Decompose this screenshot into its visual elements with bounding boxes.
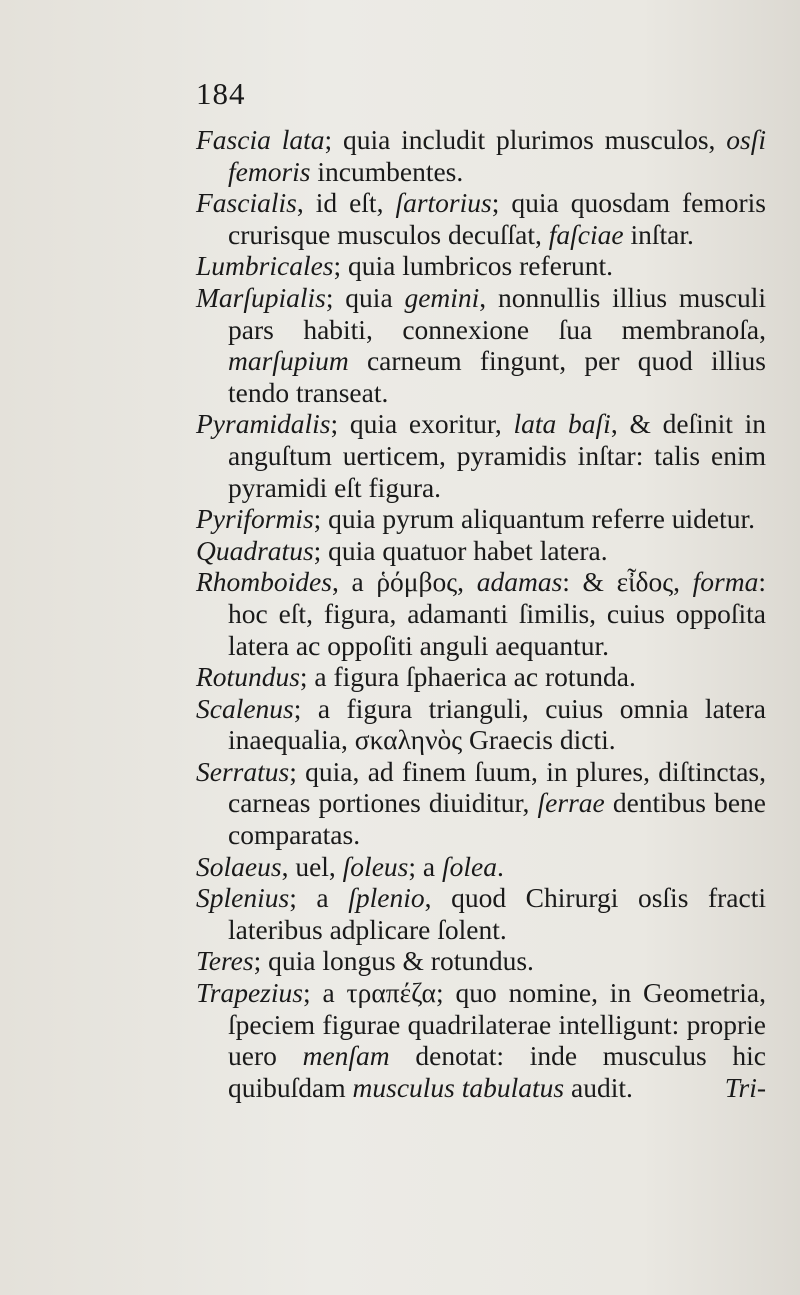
entry-term: Serratus	[196, 755, 290, 787]
entry-text: , quod Chirurgi osſis fracti lateribus adplicare ſolent.	[228, 882, 766, 945]
catchword: Tri-	[724, 1071, 766, 1103]
entry-italic-text: musculus tabulatus	[352, 1071, 565, 1103]
entry-text: inſtar.	[623, 218, 694, 250]
entry-italic-text: menſam	[302, 1040, 390, 1072]
entry-text: ; quia lumbricos referunt.	[333, 250, 613, 282]
glossary-entry	[196, 756, 766, 851]
glossary-entry	[196, 187, 766, 250]
entry-term: Lumbricales	[196, 250, 334, 282]
entry-text: : hoc eſt, figura, adamanti ſimilis, cuius oppoſita latera ac oppoſiti anguli aequantur.	[228, 566, 766, 661]
glossary-entries	[196, 124, 766, 1103]
glossary-entry	[196, 882, 766, 945]
entry-text: incumbentes.	[310, 155, 464, 187]
glossary-entry	[196, 282, 766, 408]
entry-text: , nonnullis illius musculi pars habiti, connexione ſua membranoſa,	[228, 281, 766, 345]
entry-text: audit.	[564, 1071, 633, 1103]
entry-term: Fascialis	[196, 187, 297, 219]
entry-italic-text: ſerrae	[537, 787, 605, 819]
entry-text: ; quia pyrum aliquantum referre uidetur.	[313, 503, 756, 535]
entry-text: denotat: inde musculus hic quibuſdam	[228, 1040, 766, 1103]
entry-italic-text: ſplenio	[348, 882, 425, 914]
entry-text: ; quia quosdam femoris crurisque musculos decuſſat,	[228, 187, 766, 250]
entry-term: Pyramidalis	[196, 408, 331, 440]
entry-text: ; a figura ſphaerica ac rotunda.	[299, 661, 636, 693]
entry-term: Solaeus	[196, 850, 282, 882]
entry-italic-text: lata baſi	[513, 408, 611, 440]
entry-italic-text: ſolea	[441, 850, 497, 882]
entry-term: Fascia lata	[196, 124, 325, 155]
entry-text: ; quia exoritur,	[330, 408, 514, 440]
entry-text: ; quia, ad finem ſuum, in plures, diſtinctas, carneas portiones diuiditur,	[228, 755, 766, 819]
entry-term: Teres	[196, 945, 254, 977]
entry-term: Rotundus	[196, 661, 300, 693]
glossary-entry	[196, 977, 766, 1103]
entry-italic-text: osſi femoris	[228, 124, 766, 187]
entry-text: ; quia quatuor habet latera.	[313, 534, 608, 566]
glossary-entry	[196, 408, 766, 503]
entry-term: Trapezius	[196, 977, 303, 1009]
entry-text: ; quia	[325, 281, 405, 313]
entry-term: Marſupialis	[196, 281, 326, 313]
entry-term: Splenius	[196, 882, 290, 914]
entry-text: , a ῥόμβος,	[331, 566, 477, 598]
entry-term: Pyriformis	[196, 503, 314, 535]
glossary-entry	[196, 661, 766, 693]
glossary-entry	[196, 503, 766, 535]
glossary-entry	[196, 124, 766, 187]
entry-text: carneum fingunt, per quod illius tendo transeat.	[228, 345, 766, 408]
entry-text: , & deſinit in anguſtum uerticem, pyramidis inſtar: talis enim pyramidi eſt figura.	[228, 408, 766, 503]
entry-text: , uel,	[281, 850, 343, 882]
glossary-entry	[196, 250, 766, 282]
glossary-entry	[196, 566, 766, 661]
entry-text: ; a figura trianguli, cuius omnia latera inaequalia, σκαληνὸς Graecis dicti.	[228, 692, 766, 756]
entry-italic-text: marſupium	[228, 345, 349, 377]
entry-text: ; a τραπέζα; quo nomine, in Geometria, ſpeciem figurae quadrilaterae intelligunt: proprie uero	[228, 977, 766, 1072]
entry-italic-text: gemini	[404, 281, 480, 313]
entry-text: dentibus bene comparatas.	[228, 787, 766, 851]
entry-text: .	[496, 850, 504, 882]
entry-italic-text: ſartorius	[395, 187, 492, 219]
entry-term: Quadratus	[196, 534, 314, 566]
entry-italic-text: forma	[692, 566, 759, 598]
glossary-entry	[196, 851, 766, 883]
glossary-entry	[196, 693, 766, 756]
entry-italic-text: ſoleus	[342, 850, 409, 882]
entry-italic-text: faſciae	[548, 218, 624, 250]
entry-text: : & εἶδος,	[562, 566, 693, 598]
entry-text: ; a	[408, 850, 442, 882]
entry-italic-text: adamas	[476, 566, 563, 598]
entry-term: Scalenus	[196, 692, 294, 724]
entry-text: ; a	[289, 882, 349, 914]
glossary-entry	[196, 535, 766, 567]
entry-term: Rhomboides	[196, 566, 332, 598]
entry-text: ; quia includit plurimos musculos,	[324, 124, 727, 155]
page-number: 184	[196, 76, 246, 111]
entry-text: , id eſt,	[296, 187, 396, 219]
entry-text: ; quia longus & rotundus.	[253, 945, 534, 977]
glossary-entry	[196, 945, 766, 977]
